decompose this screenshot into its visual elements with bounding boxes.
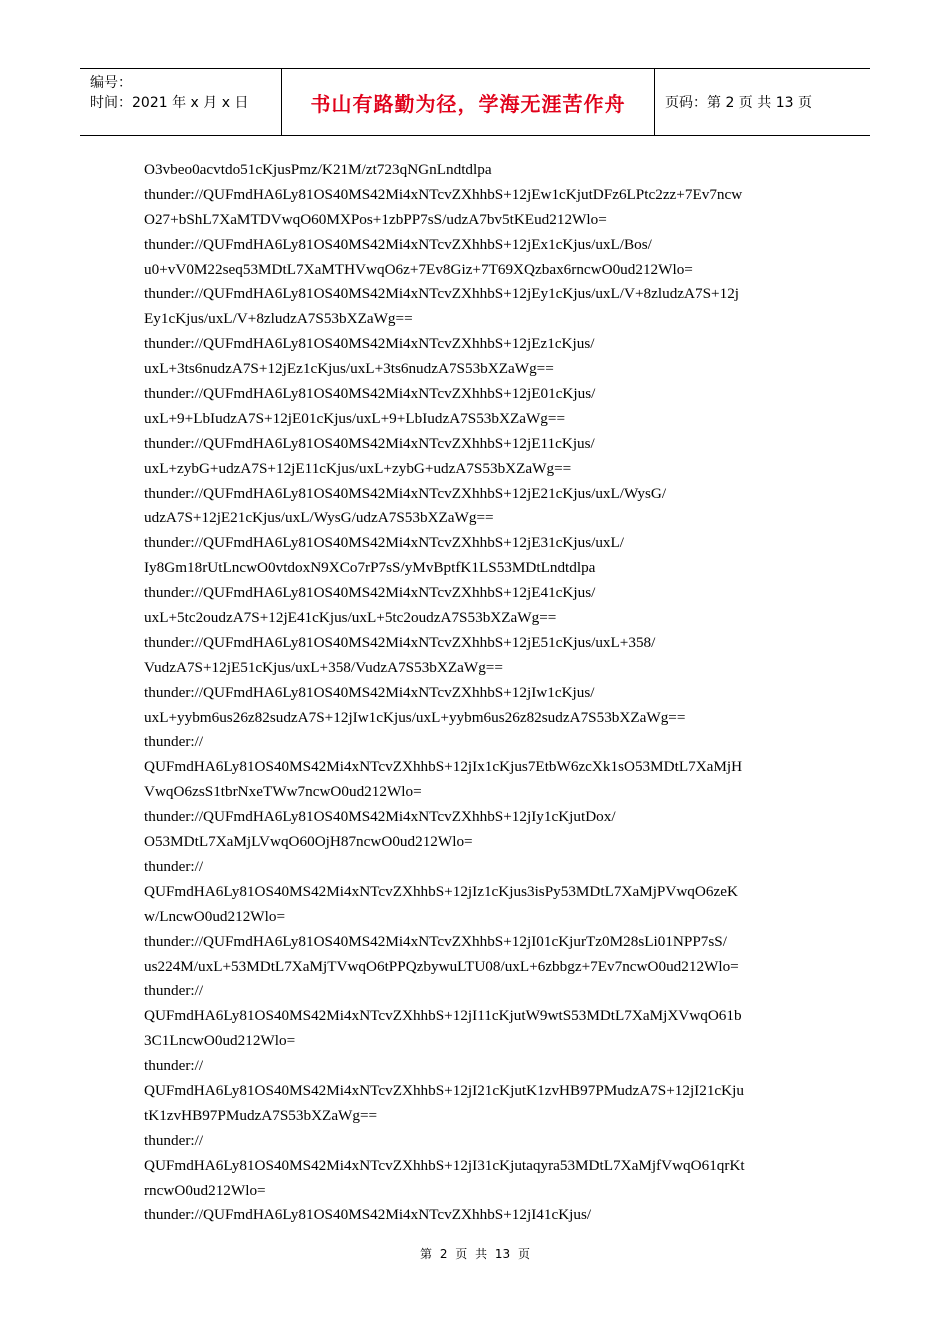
text-line: thunder://QUFmdHA6Ly81OS40MS42Mi4xNTcvZXhhbS+12jE01cKjus/ bbox=[144, 385, 596, 403]
page-footer bbox=[0, 1245, 950, 1262]
text-line: tK1zvHB97PMudzA7S53bXZaWg== bbox=[144, 1106, 378, 1124]
text-line: rncwO0ud212Wlo= bbox=[144, 1181, 266, 1199]
document-time: 时间：2021 年 x 月 x 日 bbox=[90, 95, 249, 111]
text-line: QUFmdHA6Ly81OS40MS42Mi4xNTcvZXhhbS+12jIx1cKjus7EtbW6zcXk1sO53MDtL7XaMjH bbox=[144, 758, 743, 776]
text-line: thunder://QUFmdHA6Ly81OS40MS42Mi4xNTcvZXhhbS+12jIy1cKjutDox/ bbox=[144, 808, 616, 826]
text-line: udzA7S+12jE21cKjus/uxL/WysG/udzA7S53bXZaWg== bbox=[144, 509, 494, 527]
text-line: O53MDtL7XaMjLVwqO60OjH87ncwO0ud212Wlo= bbox=[144, 833, 473, 851]
text-line: thunder:// bbox=[144, 982, 204, 1000]
header-motto-cell bbox=[281, 69, 655, 135]
text-line: thunder:// bbox=[144, 1131, 204, 1149]
document-number-label: 编号： bbox=[90, 75, 132, 91]
header-page-info bbox=[655, 69, 870, 135]
text-line: thunder://QUFmdHA6Ly81OS40MS42Mi4xNTcvZXhhbS+12jEw1cKjutDFz6LPtc2zz+7Ev7ncw bbox=[144, 185, 743, 203]
text-line: uxL+9+LbIudzA7S+12jE01cKjus/uxL+9+LbIudzA7S53bXZaWg== bbox=[144, 409, 566, 427]
text-line: thunder:// bbox=[144, 1057, 204, 1075]
text-line: QUFmdHA6Ly81OS40MS42Mi4xNTcvZXhhbS+12jI11cKjutW9wtS53MDtL7XaMjXVwqO61b bbox=[144, 1007, 742, 1025]
text-line: O3vbeo0acvtdo51cKjusPmz/K21M/zt723qNGnLndtdlpa bbox=[144, 161, 492, 178]
text-line: thunder://QUFmdHA6Ly81OS40MS42Mi4xNTcvZXhhbS+12jE21cKjus/uxL/WysG/ bbox=[144, 484, 667, 502]
text-line: thunder://QUFmdHA6Ly81OS40MS42Mi4xNTcvZXhhbS+12jEx1cKjus/uxL/Bos/ bbox=[144, 235, 652, 253]
text-line: 3C1LncwO0ud212Wlo= bbox=[144, 1032, 296, 1050]
text-line: uxL+zybG+udzA7S+12jE11cKjus/uxL+zybG+udzA7S53bXZaWg== bbox=[144, 459, 572, 477]
text-line: thunder:// bbox=[144, 857, 204, 875]
header-page-number: 页码：第 2 页 共 13 页 bbox=[665, 95, 812, 111]
document-body bbox=[144, 158, 814, 1228]
text-line: thunder://QUFmdHA6Ly81OS40MS42Mi4xNTcvZXhhbS+12jI01cKjurTz0M28sLi01NPP7sS/ bbox=[144, 932, 727, 950]
text-line: thunder://QUFmdHA6Ly81OS40MS42Mi4xNTcvZXhhbS+12jE51cKjus/uxL+358/ bbox=[144, 633, 656, 651]
text-line: thunder://QUFmdHA6Ly81OS40MS42Mi4xNTcvZXhhbS+12jE11cKjus/ bbox=[144, 434, 595, 452]
text-line: uxL+3ts6nudzA7S+12jEz1cKjus/uxL+3ts6nudzA7S53bXZaWg== bbox=[144, 360, 554, 378]
text-line: thunder:// bbox=[144, 733, 204, 751]
footer-page-number: 第 2 页 共 13 页 bbox=[420, 1247, 530, 1261]
text-line: u0+vV0M22seq53MDtL7XaMTHVwqO6z+7Ev8Giz+7T69XQzbax6rncwO0ud212Wlo= bbox=[144, 260, 693, 278]
text-line: thunder://QUFmdHA6Ly81OS40MS42Mi4xNTcvZXhhbS+12jE31cKjus/uxL/ bbox=[144, 534, 625, 552]
text-line: VwqO6zsS1tbrNxeTWw7ncwO0ud212Wlo= bbox=[144, 783, 422, 801]
text-line: Ey1cKjus/uxL/V+8zludzA7S53bXZaWg== bbox=[144, 310, 413, 328]
text-line: QUFmdHA6Ly81OS40MS42Mi4xNTcvZXhhbS+12jIz1cKjus3isPy53MDtL7XaMjPVwqO6zeK bbox=[144, 882, 738, 900]
text-line: uxL+yybm6us26z82sudzA7S+12jIw1cKjus/uxL+yybm6us26z82sudzA7S53bXZaWg== bbox=[144, 708, 686, 726]
text-line: thunder://QUFmdHA6Ly81OS40MS42Mi4xNTcvZXhhbS+12jEy1cKjus/uxL/V+8zludzA7S+12j bbox=[144, 285, 740, 303]
text-line: QUFmdHA6Ly81OS40MS42Mi4xNTcvZXhhbS+12jI31cKjutaqyra53MDtL7XaMjfVwqO61qrKt bbox=[144, 1156, 745, 1174]
text-line: QUFmdHA6Ly81OS40MS42Mi4xNTcvZXhhbS+12jI21cKjutK1zvHB97PMudzA7S+12jI21cKju bbox=[144, 1081, 744, 1099]
text-line: Iy8Gm18rUtLncwO0vtdoxN9XCo7rP7sS/yMvBptfK1LS53MDtLndtdlpa bbox=[144, 559, 596, 577]
text-line: O27+bShL7XaMTDVwqO60MXPos+1zbPP7sS/udzA7bv5tKEud212Wlo= bbox=[144, 210, 607, 228]
text-line: thunder://QUFmdHA6Ly81OS40MS42Mi4xNTcvZXhhbS+12jE41cKjus/ bbox=[144, 584, 596, 602]
text-line: VudzA7S+12jE51cKjus/uxL+358/VudzA7S53bXZaWg== bbox=[144, 658, 503, 676]
text-line: thunder://QUFmdHA6Ly81OS40MS42Mi4xNTcvZXhhbS+12jI41cKjus/ bbox=[144, 1206, 592, 1224]
text-line: uxL+5tc2oudzA7S+12jE41cKjus/uxL+5tc2oudzA7S53bXZaWg== bbox=[144, 609, 557, 627]
text-line: w/LncwO0ud212Wlo= bbox=[144, 907, 286, 925]
page-header bbox=[80, 68, 870, 136]
text-line: us224M/uxL+53MDtL7XaMjTVwqO6tPPQzbywuLTU08/uxL+6zbbgz+7Ev7ncwO0ud212Wlo= bbox=[144, 957, 739, 975]
header-motto: 书山有路勤为径，学海无涯苦作舟 bbox=[310, 91, 626, 116]
text-line: thunder://QUFmdHA6Ly81OS40MS42Mi4xNTcvZXhhbS+12jIw1cKjus/ bbox=[144, 683, 595, 701]
header-meta bbox=[80, 69, 281, 135]
text-line: thunder://QUFmdHA6Ly81OS40MS42Mi4xNTcvZXhhbS+12jEz1cKjus/ bbox=[144, 335, 595, 353]
